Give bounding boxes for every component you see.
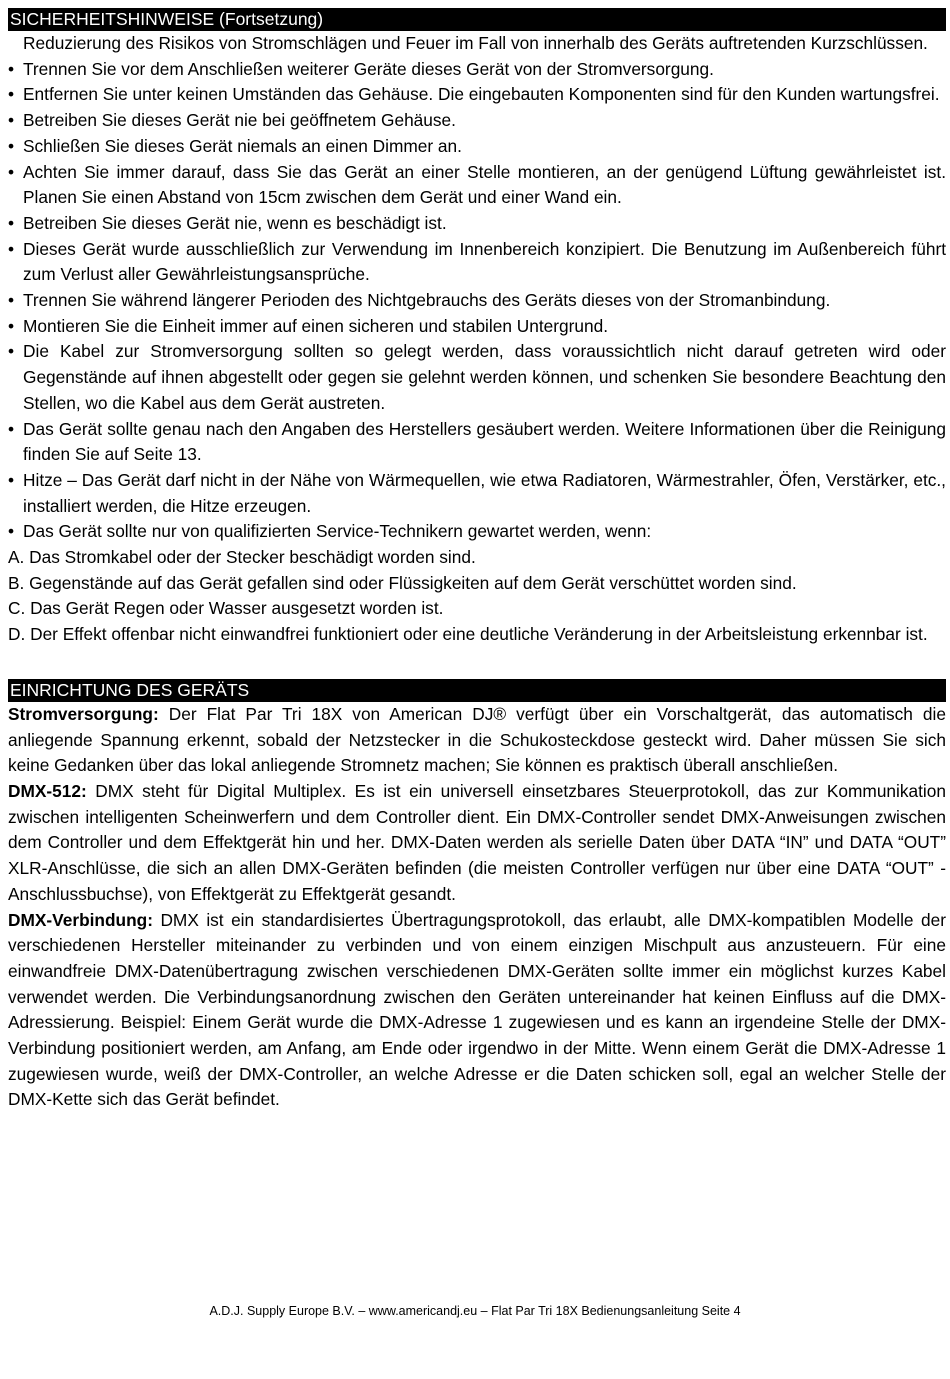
list-item — [8, 417, 946, 468]
list-item — [8, 57, 946, 83]
service-conditions-list — [8, 545, 946, 648]
dmx-connection-paragraph — [8, 908, 946, 1114]
bullet-icon: • — [8, 290, 15, 311]
list-item — [8, 211, 946, 237]
list-item — [8, 237, 946, 288]
dmx-connection-label: DMX-Verbindung: — [8, 909, 153, 930]
list-item — [8, 288, 946, 314]
list-item-text: Das Gerät sollte nur von qualifizierten Service-Technikern gewartet werden, wenn: — [23, 521, 652, 542]
document-page — [8, 8, 946, 1113]
bullet-icon: • — [8, 315, 15, 336]
list-item-text: Dieses Gerät wurde ausschließlich zur Verwendung im Innenbereich konzipiert. Die Benutzung im Außenbereich führt zum Verlust aller Gewährleistungsansprüche. — [23, 238, 946, 285]
list-item-text: Entfernen Sie unter keinen Umständen das Gehäuse. Die eingebauten Komponenten sind für den Kunden wartungsfrei. — [23, 84, 940, 105]
dmx-connection-text: DMX ist ein standardisiertes Übertragungsprotokoll, das erlaubt, alle DMX-kompatiblen Modelle der verschiedenen Hersteller miteinander zu verbinden und von einem einzigen Mischpult aus anzusteuern. Für eine einwandfreie DMX-Datenübertragung zwischen verschiedenen DMX-Geräten sollte immer ein möglichst kurzes Kabel verwendet werden. Die Verbindungsanordnung zwischen den Geräten untereinander hat keinen Einfluss auf die DMX-Adressierung. Beispiel: Einem Gerät wurde die DMX-Adresse 1 zugewiesen und es kann an irgendeine Stelle der DMX-Verbindung positioniert werden, am Anfang, am Ende oder irgendwo in der Mitte. Wenn einem Gerät die DMX-Adresse 1 zugewiesen wurde, weiß der DMX-Controller, an welche Adresse er die Daten schicken soll, egal an welcher Stelle der DMX-Kette sich das Gerät befindet. — [8, 909, 946, 1110]
list-item — [8, 108, 946, 134]
lettered-item: B. Gegenstände auf das Gerät gefallen sind oder Flüssigkeiten auf dem Gerät verschüttet worden sind. — [8, 572, 797, 593]
list-item-text: Achten Sie immer darauf, dass Sie das Gerät an einer Stelle montieren, an der genügend Lüftung gewährleistet ist. Planen Sie einen Abstand von 15cm zwischen dem Gerät und einer Wand ein. — [23, 161, 946, 208]
bullet-icon: • — [8, 58, 15, 79]
dmx512-paragraph — [8, 779, 946, 908]
page-footer: A.D.J. Supply Europe B.V. – www.americandj.eu – Flat Par Tri 18X Bedienungsanleitung Seite 4 — [209, 1304, 741, 1318]
lettered-item: C. Das Gerät Regen oder Wasser ausgesetzt worden ist. — [8, 598, 444, 619]
bullet-icon: • — [8, 238, 15, 259]
bullet-icon: • — [8, 521, 15, 542]
list-item-text: Trennen Sie während längerer Perioden des Nichtgebrauchs des Geräts dieses von der Stromanbindung. — [23, 290, 831, 311]
list-item — [8, 519, 946, 545]
list-item-text: Betreiben Sie dieses Gerät nie, wenn es beschädigt ist. — [23, 212, 447, 233]
list-item-text: Die Kabel zur Stromversorgung sollten so gelegt werden, dass voraussichtlich nicht darauf getreten wird oder Gegenstände auf ihnen abgestellt oder gegen sie gelehnt werden können, und schenken Sie besondere Beachtung den Stellen, wo die Kabel aus dem Gerät austreten. — [23, 341, 946, 413]
list-item-text: Hitze – Das Gerät darf nicht in der Nähe von Wärmequellen, wie etwa Radiatoren, Wärmestrahler, Öfen, Verstärker, etc., installiert werden, die Hitze erzeugen. — [23, 469, 946, 516]
power-supply-paragraph — [8, 702, 946, 779]
list-item-text: Trennen Sie vor dem Anschließen weiterer Geräte dieses Gerät von der Stromversorgung. — [23, 58, 714, 79]
bullet-icon: • — [8, 212, 15, 233]
power-supply-text: Der Flat Par Tri 18X von American DJ® verfügt über ein Vorschaltgerät, das automatisch die anliegende Spannung erkennt, sobald der Netzstecker in die Schukosteckdose gesteckt wird. Daher müssen Sie sich keine Gedanken über das lokal anliegende Stromnetz machen; Sie können es praktisch überall anschließen. — [8, 703, 946, 776]
list-item-text: Montieren Sie die Einheit immer auf einen sicheren und stabilen Untergrund. — [23, 315, 609, 336]
list-item-text: Schließen Sie dieses Gerät niemals an einen Dimmer an. — [23, 135, 462, 156]
list-item — [8, 82, 946, 108]
dmx512-label: DMX-512: — [8, 780, 87, 801]
dmx512-text: DMX steht für Digital Multiplex. Es ist ein universell einsetzbares Steuerprotokoll, das zur Kommunikation zwischen intelligenten Scheinwerfern und dem Controller dient. Ein DMX-Controller sendet DMX-Anweisungen zwischen dem Controller und dem Effektgerät hin und her. DMX-Daten werden als serielle Daten über DATA “IN” und DATA “OUT” XLR-Anschlüsse, die sich an allen DMX-Geräten befinden (die meisten Controller verfügen nur über eine DATA “OUT” - Anschlussbuchse), von Effektgerät zu Effektgerät gesandt. — [8, 780, 946, 904]
bullet-icon: • — [8, 135, 15, 156]
bullet-icon: • — [8, 161, 15, 182]
bullet-icon: • — [8, 341, 15, 362]
list-item — [8, 160, 946, 211]
lettered-item: D. Der Effekt offenbar nicht einwandfrei funktioniert oder eine deutliche Veränderung in der Arbeitsleistung erkennbar ist. — [8, 624, 928, 645]
list-item-text: Das Gerät sollte genau nach den Angaben des Herstellers gesäubert werden. Weitere Informationen über die Reinigung finden Sie auf Seite 13. — [23, 418, 946, 465]
power-supply-label: Stromversorgung: — [8, 703, 159, 724]
section-header-safety: SICHERHEITSHINWEISE (Fortsetzung) — [8, 8, 946, 31]
bullet-icon: • — [8, 469, 15, 490]
section-spacer — [8, 648, 946, 679]
list-item-text: Betreiben Sie dieses Gerät nie bei geöffnetem Gehäuse. — [23, 110, 456, 131]
list-item — [8, 339, 946, 416]
list-item — [8, 468, 946, 519]
safety-bullet-list — [8, 57, 946, 545]
lettered-item: A. Das Stromkabel oder der Stecker beschädigt worden sind. — [8, 547, 476, 568]
list-item — [8, 314, 946, 340]
bullet-icon: • — [8, 418, 15, 439]
bullet-icon: • — [8, 84, 15, 105]
section-header-setup: EINRICHTUNG DES GERÄTS — [8, 679, 946, 702]
list-item — [8, 134, 946, 160]
safety-continuation-text: Reduzierung des Risikos von Stromschlägen und Feuer im Fall von innerhalb des Geräts auftretenden Kurzschlüssen. — [23, 33, 928, 53]
bullet-icon: • — [8, 110, 15, 131]
